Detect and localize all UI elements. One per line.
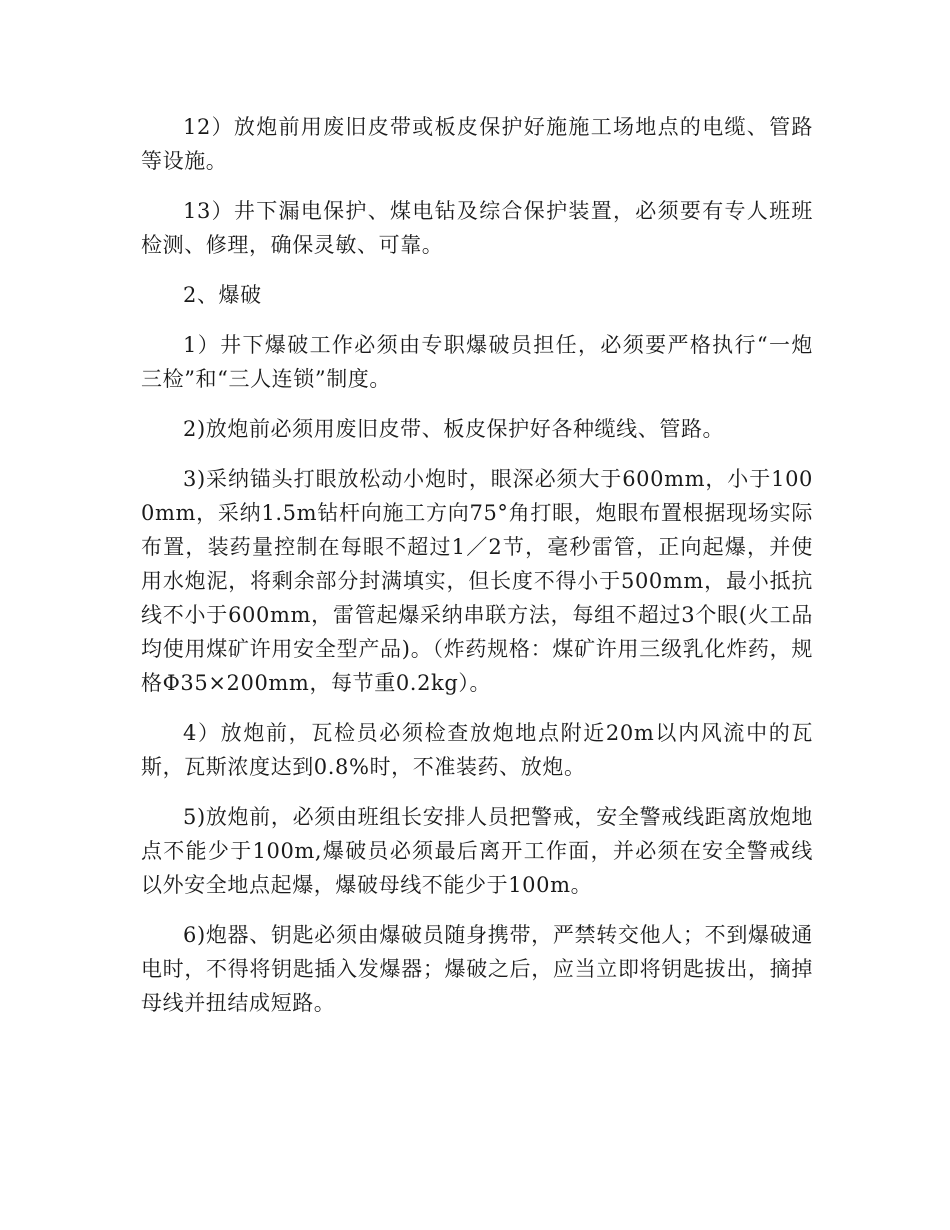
paragraph-6-exploder-key: 6)炮器、钥匙必须由爆破员随身携带，严禁转交他人；不到爆破通电时，不得将钥匙插入发爆器；爆破之后，应当立即将钥匙拔出，摘掉母线并扭结成短路。 <box>141 923 813 1015</box>
paragraph-5-warning-line: 5)放炮前，必须由班组长安排人员把警戒，安全警戒线距离放炮地点不能少于100m,爆破员必须最后离开工作面，并必须在安全警戒线以外安全地点起爆，爆破母线不能少于100m。 <box>141 805 813 897</box>
section-heading-blasting: 2、爆破 <box>183 283 262 307</box>
document-body <box>141 110 813 1036</box>
paragraph-2-protect-lines: 2)放炮前必须用废旧皮带、板皮保护好各种缆线、管路。 <box>183 417 725 441</box>
paragraph-1-dedicated-blaster: 1）井下爆破工作必须由专职爆破员担任，必须要严格执行“一炮三检”和“三人连锁”制度。 <box>141 333 813 391</box>
paragraph-3-drilling-charging: 3)采纳锚头打眼放松动小炮时，眼深必须大于600mm，小于1000mm，采纳1.5m钻杆向施工方向75°角打眼，炮眼布置根据现场实际布置，装药量控制在每眼不超过1／2节，毫秒雷管，正向起爆，并使用水炮泥，将剩余部分封满填实，但长度不得小于500mm，最小抵抗线不小于600mm，雷管起爆采纳串联方法，每组不超过3个眼(火工品均使用煤矿许用安全型产品)。（炸药规格：煤矿许用三级乳化炸药，规格Φ35×200mm，每节重0.2kg）。 <box>141 467 813 695</box>
paragraph-13-leakage-protection: 13）井下漏电保护、煤电钻及综合保护装置，必须要有专人班班检测、修理，确保灵敏、可靠。 <box>141 199 813 257</box>
paragraph-4-gas-check: 4）放炮前，瓦检员必须检查放炮地点附近20m以内风流中的瓦斯，瓦斯浓度达到0.8%时，不准装药、放炮。 <box>141 721 813 779</box>
paragraph-12-protect-cables: 12）放炮前用废旧皮带或板皮保护好施施工场地点的电缆、管路等设施。 <box>141 115 813 173</box>
